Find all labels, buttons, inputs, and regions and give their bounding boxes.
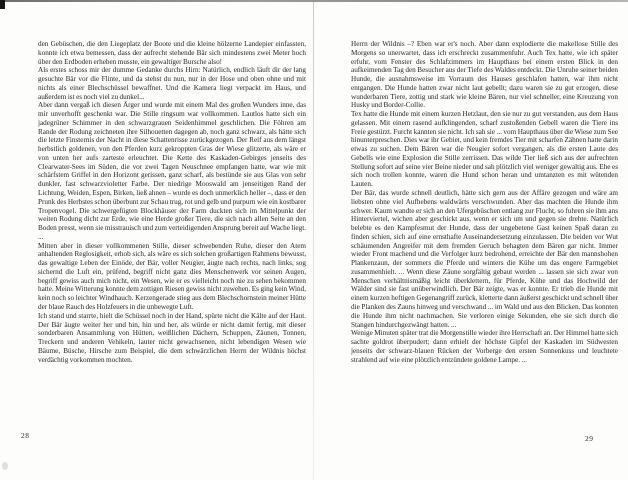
paragraph: Tex hatte die Hunde mit einem kurzen Hetzlaut, den sie nur zu gut verstanden, aus dem Haus gelassen. Mit einem rasend aufklingenden, scharf zustoßenden Gebell waren die Tiere ins Freie gestürzt. Furcht kannten sie nicht. Ich sah sie ... vom Haupthaus über die Wiese zum See hinunterpreschen. Dies war ihr Gebiet, und kein fremdes Tier mit scharfen Zähnen hatte darin etwas zu suchen. Dem Bären war die Neugier sofort vergangen, als die ersten Laute des Gebells wie eine Explosion die Stille zerrissen. Das wilde Tier ließ sich aus der aufrechten Stellung sofort auf seine vier Beine nieder und sah plötzlich viel weniger gewaltig aus. Ehe es sich noch trollen konnte, waren die Hund schon heran und umtanzten es mit wütenden Lauten. — [351, 110, 618, 189]
right-page-text-block — [351, 40, 618, 412]
page-number-right: 29 — [585, 434, 594, 443]
page-number-left: 28 — [21, 431, 30, 440]
paragraph: Aber dann vergaß ich diesen Ärger und wurde mit einem Mal des großen Wunders inne, das mir unverhofft geschenkt war. Die Stille ringsum war vollkommen. Lautlos hatte sich ein jadegrüner Schimmer in den schwarzgrauen Seidenhimmel geschlichen. Die Föhren am Rande der Rodung zeichneten ihre Silhouetten dagegen ab, noch ganz schwarz, als hätte sich die letzte Finsternis der Nacht in diese Schattenrisse zurückgezogen. Der Reif aus dem längst herbstlich goldenen, von den Pferden kurz gekroppten Gras der Wiese glitzerte, als wäre er von unten her aufs zarteste erleuchtet. Die Kette des Kaskaden-Gebirges jenseits des Clearwater-Sees im Süden, die vor zwei Tagen Neuschnee empfangen hatte, war wie mit schärfstem Griffel in den Horizont gerissen, ganz scharf, als bestünde sie aus Glas von sehr dunkler, fast schwarzvioletter Farbe. Der niedrige Mooswald am jenseitigen Rand der Lichtung, Weiden, Espen, Birken, ließ ahnen – wurde es doch unmerklich heller –, dass er den Prunk des Herbstes schon überbunt zur Schau trug, rot und gelb und purpurn wie ein kostbarer Tropenvogel. Die schwergefügten Blockhäuser der Farm duckten sich im Mittelpunkt der weiten Rodung dicht zur Erde, wie eine Herde großer Tiere, die sich nach allen Seite an den Boden presst, wenn sie misstrauisch und zum verteidigenden Ansprung bereit auf Wache liegt. ... — [38, 101, 306, 241]
left-page-text-block — [38, 40, 306, 422]
paragraph: Mitten aber in dieser vollkommenen Stille, dieser schwebenden Ruhe, dieser den Atem anhaltenden Reglosigkeit, erhob sich, als wäre es sich solchen großartigen Rahmens bewusst, das gewaltige Leben der Einöde, der Bär, voller Neugier, äugte nach rechts, nach links, sog sichernd die Luft ein, prüfend, begriff nicht ganz dies Menschenwerk vor seinen Augen, begriff gewiss auch mich nicht, ein Wesen, wie er es vielleicht noch nie zu sehen bekommen hatte. Meine Witterung konnte dem zottigen Riesen gewiss nicht zuwehen. Es ging kein Wind, kein noch so leichter Windhauch. Kerzengerade stieg aus dem Blechschornstein meiner Hütte der blaue Rauch des Holzfeuers in die unbewegte Luft. — [38, 241, 306, 311]
paragraph: Der Bär, das wurde schnell deutlich, hätte sich gern aus der Affäre gezogen und wäre am liebsten ohne viel Aufhebens waldwärts verschwunden. Aber das machten die Hunde ihm schwer. Kaum wandte er sich an den Ufergebüschen entlang zur Flucht, so fuhren sie ihm ans Hinterviertel, wichen aber geschickt aus, wenn er sich um und gegen sie drehte. Natürlich belebte es den Kampfesmut der Hunde, dass der ungebetene Gast keinen Spaß daran zu finden schien, sich auf eine ernsthafte Auseinandersetzung einzulassen. Die beiden vor Wut schäumenden Angreifer mit dem fremden Geruch behagten dem Bären gar nicht. Immer wieder Front machend und die Verfolger kurz bedrohend, erreichte der Bär den mannshohen Plankenzaun, der sommers die Pferde und winters die Kühe um das engere Farmgebiet zusammenhielt. ... Wenn diese Zäune sorgfältig gebaut werden ... lassen sie sich zwar von Menschen verhältnismäßig leicht überklettern, für Pferde, Kühe und das Hochwild der Wälder sind sie fast unüberwindlich. Der Bär zeigte, was er konnte. Er trieb die Hunde mit einem kurzen heftigen Gegenangriff zurück, kletterte dann äußerst geschickt und schnell über die Planken des Zauns hinweg und verschwand ... im Wald und aus den Blicken. Das konnten die Hunde ihm nicht nachmachen. Sie verloren einige Sekunden, ehe sie sich durch die Stangen hindurchgezwängt hatten. ... — [351, 189, 618, 329]
scan-edge-smudge-artifact — [2, 462, 8, 470]
paragraph: Herrn der Wildnis –? Eben war er's noch. Aber dann explodierte die makellose Stille des Morgens so unerwartet, dass ich erschreckt zusammenfuhr. Auch Tex hatte, wie ich später erfuhr, vom Fenster des Schlafzimmers im Haupthaus bei einem ersten Blick in den aufkeimenden Tag den Besucher aus der Tiefe des Waldes entdeckt. Die Unruhe seiner beiden Hunde, die ausnahmsweise im Vorraum des Hauses geschlafen hatten, war ihm nicht entgangen. Die Hunde hatten zwar nicht laut gebellt; dazu waren sie zu gut erzogen, diese wunderbaren Tiere, zottig und stark wie kleine Bären, nur viel schneller, eine Kreuzung von Husky und Border-Collie. — [351, 40, 618, 110]
paragraph: Als erstes schoss mir der dumme Gedanke durchs Hirn: Natürlich, endlich läuft dir der lang gesuchte Bär vor die Flinte, und da stehst du nun, nur in der Hose und oben ohne und mit nichts als einer Blechschüssel bewaffnet. Und die Kamera liegt verpackt im Haus, und außerdem ist es noch viel zu dunkel... — [38, 66, 306, 101]
scan-corner-mark-artifact — [0, 0, 5, 9]
paragraph: den Gebüschen, die den Liegeplatz der Boote und die kleine hölzerne Landepier einfassten, konnte ich etwa bemessen, dass der aufrecht stehende Bär sich mindestens zwei Meter hoch über den Erdboden erheben musste, ein gewaltiger Bursche also! — [38, 40, 306, 66]
page-gutter-shadow — [313, 2, 314, 480]
scan-top-edge-artifact — [0, 0, 628, 2]
paragraph: Wenige Minuten später trat die Morgenstille wieder ihre Herrschaft an. Der Himmel hatte sich sachte goldrot überpudert; dann erhielt der höchste Gipfel der Kaskaden im Südwesten jenseits der schwarz-blauen Rücken der Vorberge den ersten Sonnenkuss und leuchtete strahlend auf wie eine plötzlich entzündete goldene Lampe. ... — [351, 329, 618, 364]
paragraph: Ich stand und starrte, hielt die Schüssel noch in der Hand, spürte nicht die Kälte auf der Haut. Der Bär äugte weiter her und hin, hin und her, als würde er nicht damit fertig, mit dieser sonderbaren Ansammlung von Hütten, weißlichen Dächern, Schuppen, Zäunen, Tonnen, Treckern und anderen Vehikeln, lauter nicht gewachsenen, nicht lebendigen Wesen wie Bäume, Büsche, Hirsche zum Beispiel, die dem schwärzlichen Herrn der Wildnis höchst verdächtig vorkommen mochten. — [38, 311, 306, 364]
